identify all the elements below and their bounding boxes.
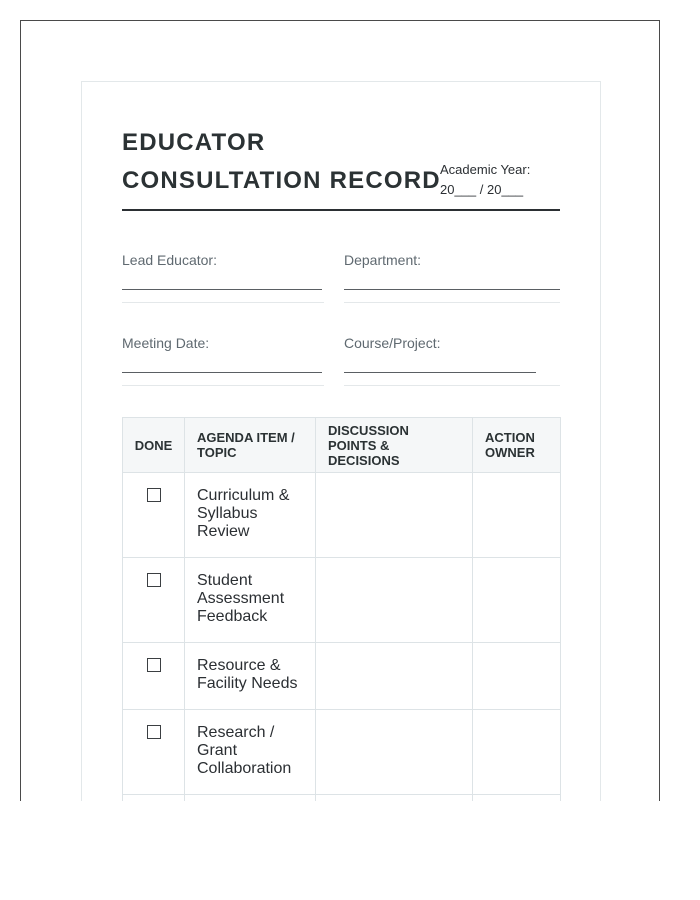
academic-year [440,160,530,200]
column-header-done: DONE [123,418,185,473]
done-checkbox[interactable] [147,658,161,672]
course-project-input-line[interactable] [344,372,536,373]
title-line-1: EDUCATOR [122,129,266,156]
done-cell [123,710,185,795]
department-label: Department: [344,252,422,268]
discussion-cell[interactable] [316,473,473,558]
column-header-agenda: AGENDA ITEM / TOPIC [185,418,316,473]
lead-educator-label: Lead Educator: [122,252,217,268]
department-field[interactable] [344,252,560,304]
field-divider [344,302,560,303]
academic-year-value[interactable]: 20___ / 20___ [440,182,524,197]
field-divider [344,385,560,386]
owner-cell[interactable] [473,473,561,558]
agenda-topic: Resource & Facility Needs [197,657,298,692]
done-cell [123,473,185,558]
agenda-cell [185,643,316,710]
agenda-cell [185,558,316,643]
done-cell [123,643,185,710]
owner-cell[interactable] [473,710,561,795]
table-row [123,473,561,558]
done-cell [123,558,185,643]
course-project-field[interactable] [344,335,560,387]
meeting-date-field[interactable] [122,335,324,387]
owner-cell[interactable] [473,558,561,643]
department-input-line[interactable] [344,289,560,290]
meeting-date-input-line[interactable] [122,372,322,373]
discussion-cell[interactable] [316,558,473,643]
agenda-cell [185,473,316,558]
lead-educator-field[interactable] [122,252,324,304]
table-row [123,643,561,710]
discussion-cell[interactable] [316,710,473,795]
column-header-owner: ACTION OWNER [473,418,561,473]
meeting-date-label: Meeting Date: [122,335,210,351]
done-checkbox[interactable] [147,488,161,502]
discussion-cell[interactable] [316,643,473,710]
page-bottom-area [0,801,700,900]
owner-cell[interactable] [473,643,561,710]
table-row [123,710,561,795]
academic-year-label: Academic Year: [440,162,531,177]
table-header-row [123,418,561,473]
agenda-table [122,417,561,825]
field-divider [122,385,324,386]
page-title [122,124,441,200]
agenda-cell [185,710,316,795]
field-divider [122,302,324,303]
table-row [123,558,561,643]
column-header-discussion: DISCUSSION POINTS & DECISIONS [316,418,473,473]
document-header [122,124,560,211]
course-project-label: Course/Project: [344,335,441,351]
done-checkbox[interactable] [147,573,161,587]
done-checkbox[interactable] [147,725,161,739]
agenda-topic: Curriculum & Syllabus Review [197,487,290,540]
agenda-topic: Research / Grant Collaboration [197,724,292,777]
lead-educator-input-line[interactable] [122,289,322,290]
title-line-2: CONSULTATION RECORD [122,167,441,194]
agenda-topic: Student Assessment Feedback [197,572,285,625]
